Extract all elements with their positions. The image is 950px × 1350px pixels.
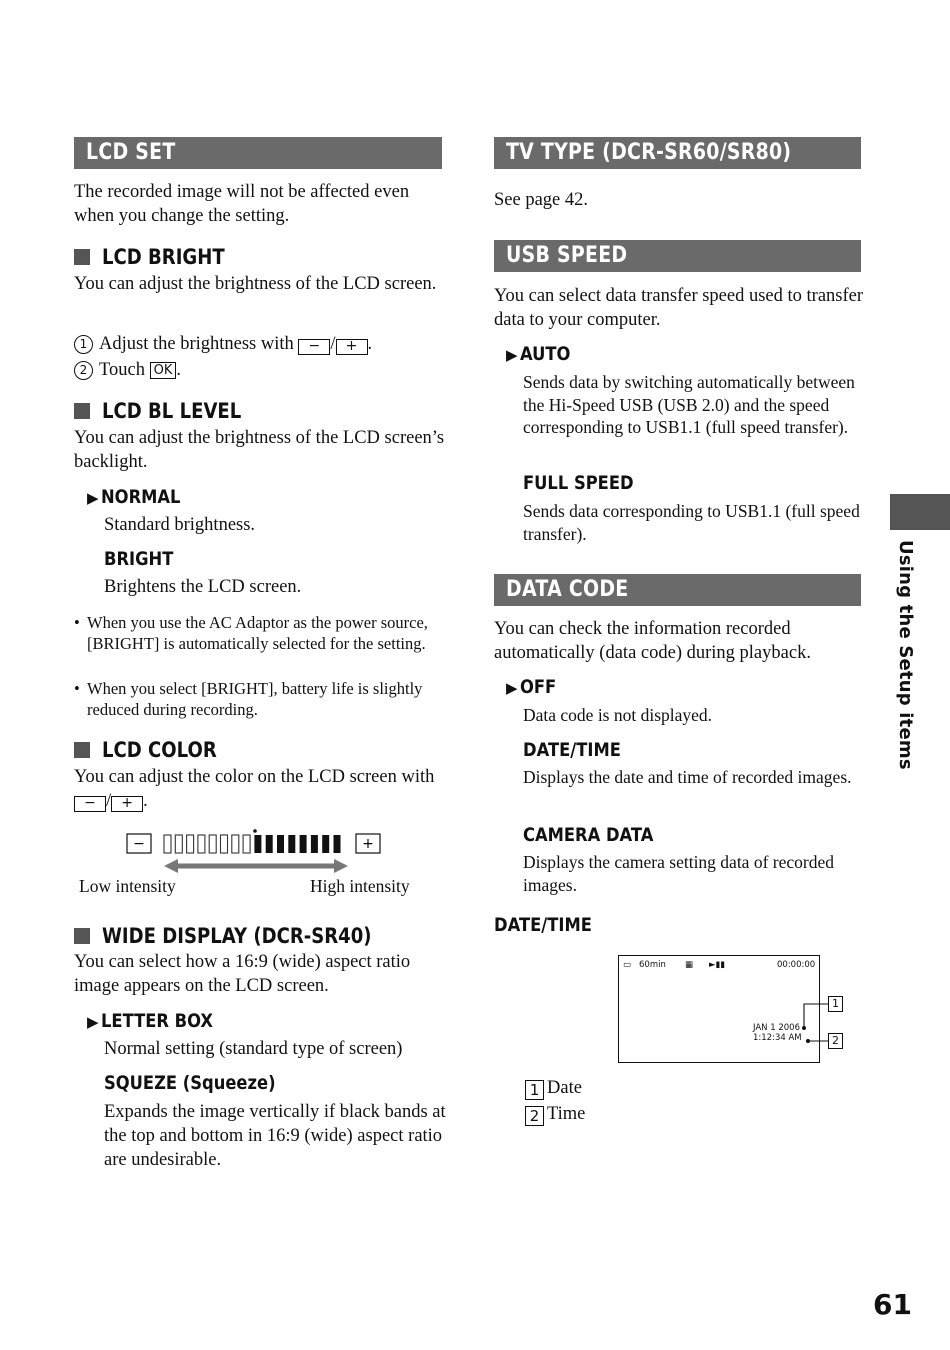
square-bullet-icon xyxy=(74,249,90,265)
plus-button-icon: + xyxy=(111,796,143,812)
option-date-time: DATE/TIME xyxy=(523,739,621,761)
option-camera-data-description: Displays the camera setting data of recorded images. xyxy=(523,852,834,895)
option-off: ▶ OFF xyxy=(506,676,556,698)
note-bullet: • When you select [BRIGHT], battery life is slightly reduced during recording. xyxy=(74,678,449,720)
callout-1: 1 xyxy=(828,996,843,1012)
time-counter: 00:00:00 xyxy=(777,960,816,970)
legend-number-box: 2 xyxy=(525,1106,544,1126)
color-intensity-slider-illustration xyxy=(120,826,390,876)
option-normal: ▶ NORMAL xyxy=(87,486,181,508)
note-bullet: • When you use the AC Adaptor as the power source, [BRIGHT] is automatically selected for the setting. xyxy=(74,612,449,654)
option-date-time-description: Displays the date and time of recorded images. xyxy=(523,767,852,787)
square-bullet-icon xyxy=(74,928,90,944)
minus-button-icon: − xyxy=(74,796,106,812)
option-squeeze-description: Expands the image vertically if black bands at the top and bottom in 16:9 (wide) aspect ratio are undesirable. xyxy=(104,1102,446,1170)
option-bright: BRIGHT xyxy=(104,548,174,570)
screen-date: JAN 1 2006 xyxy=(753,1023,800,1033)
section-header-data-code: DATA CODE xyxy=(494,574,861,606)
option-full-speed-description: Sends data corresponding to USB1.1 (full speed transfer). xyxy=(523,501,860,544)
default-arrow-icon: ▶ xyxy=(506,679,518,697)
usb-speed-description: You can select data transfer speed used to transfer data to your computer. xyxy=(494,286,864,330)
data-code-description: You can check the information recorded automatically (data code) during playback. xyxy=(494,619,811,663)
legend-date: 1 Date xyxy=(525,1076,582,1100)
option-full-speed: FULL SPEED xyxy=(523,472,634,494)
option-auto: ▶ AUTO xyxy=(506,343,571,365)
low-intensity-label: Low intensity xyxy=(79,876,176,896)
figure-heading: DATE/TIME xyxy=(494,914,592,936)
section-header-lcd-set: LCD SET xyxy=(74,137,442,169)
lcd-bright-description: You can adjust the brightness of the LCD screen. xyxy=(74,274,437,294)
screen-time: 1:12:34 AM xyxy=(753,1033,802,1043)
subsection-lcd-color: LCD COLOR xyxy=(74,738,235,762)
option-squeeze: SQUEZE (Squeeze) xyxy=(104,1072,276,1094)
svg-text:+: + xyxy=(362,836,374,852)
section-header-usb-speed: USB SPEED xyxy=(494,240,861,272)
option-bright-description: Brightens the LCD screen. xyxy=(104,577,302,597)
circled-number-icon: 2 xyxy=(74,361,93,380)
subsection-lcd-bright: LCD BRIGHT xyxy=(74,245,245,269)
default-arrow-icon: ▶ xyxy=(87,1013,99,1031)
svg-text:−: − xyxy=(133,836,145,852)
option-camera-data: CAMERA DATA xyxy=(523,824,654,846)
page-number: 61 xyxy=(873,1288,912,1321)
section-header-tv-type: TV TYPE (DCR-SR60/SR80) xyxy=(494,137,861,169)
lcd-color-description: You can adjust the color on the LCD screen with − / + . xyxy=(74,767,435,811)
lcd-bl-level-description: You can adjust the brightness of the LCD screen’s backlight. xyxy=(74,428,445,472)
lcd-set-description: The recorded image will not be affected even when you change the setting. xyxy=(74,182,410,226)
legend-time: 2 Time xyxy=(525,1102,585,1126)
minus-button-icon: − xyxy=(298,339,330,355)
battery-icon: ▭ xyxy=(623,960,632,970)
tv-type-description: See page 42. xyxy=(494,190,589,210)
side-tab-marker xyxy=(890,494,950,530)
default-arrow-icon: ▶ xyxy=(506,346,518,364)
option-normal-description: Standard brightness. xyxy=(104,515,256,535)
circled-number-icon: 1 xyxy=(74,335,93,354)
battery-remaining: 60min xyxy=(639,960,666,970)
subsection-wide-display: WIDE DISPLAY (DCR-SR40) xyxy=(74,924,415,948)
wide-display-description: You can select how a 16:9 (wide) aspect ratio image appears on the LCD screen. xyxy=(74,952,411,996)
high-intensity-label: High intensity xyxy=(310,876,410,896)
callout-2: 2 xyxy=(828,1033,843,1049)
legend-number-box: 1 xyxy=(525,1080,544,1100)
option-auto-description: Sends data by switching automatically between the Hi-Speed USB (USB 2.0) and the speed corresponding to USB1.1 (full speed transfer). xyxy=(523,372,855,437)
default-arrow-icon: ▶ xyxy=(87,489,99,507)
media-icon: ▦ xyxy=(685,960,694,970)
square-bullet-icon xyxy=(74,742,90,758)
play-pause-icon: ►▮▮ xyxy=(709,960,725,970)
lcd-bright-step-2: 2 Touch OK . xyxy=(74,358,446,382)
lcd-bright-step-1: 1 Adjust the brightness with − / + . xyxy=(74,332,446,356)
option-letter-box-description: Normal setting (standard type of screen) xyxy=(104,1039,403,1059)
square-bullet-icon xyxy=(74,403,90,419)
subsection-lcd-bl-level: LCD BL LEVEL xyxy=(74,399,264,423)
option-off-description: Data code is not displayed. xyxy=(523,705,713,725)
plus-button-icon: + xyxy=(336,339,368,355)
ok-button-icon: OK xyxy=(150,362,177,379)
option-letter-box: ▶ LETTER BOX xyxy=(87,1010,213,1032)
side-tab-label: Using the Setup items xyxy=(895,540,916,770)
